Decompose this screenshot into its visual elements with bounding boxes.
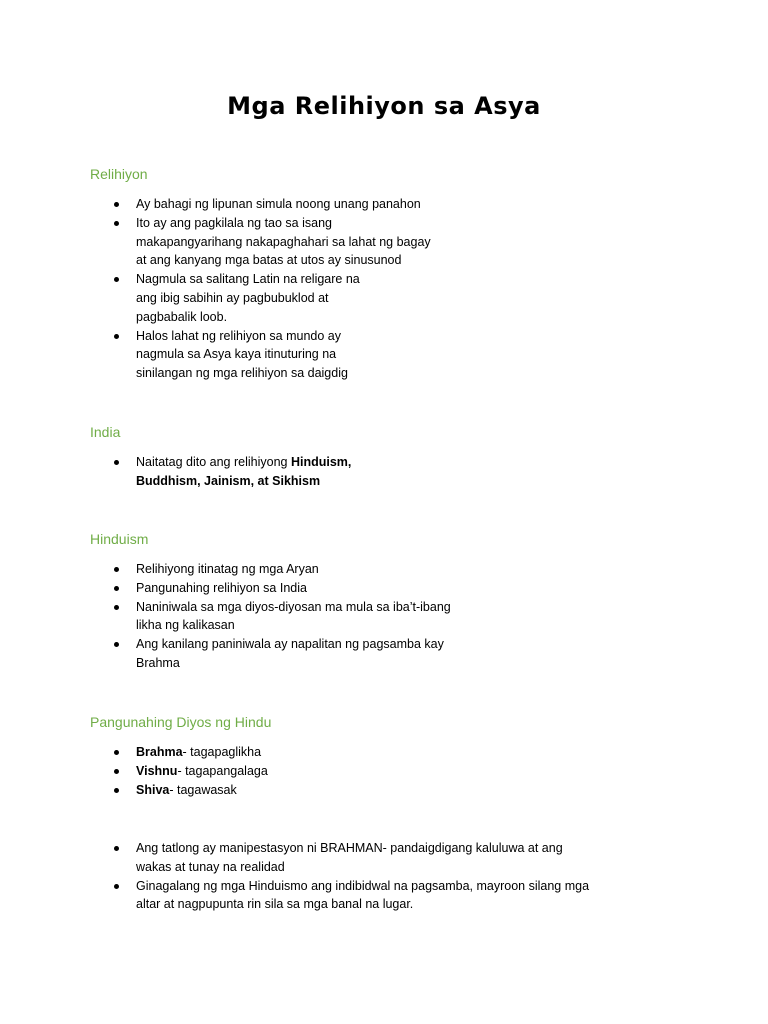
heading-pangunahing-diyos: Pangunahing Diyos ng Hindu <box>90 714 272 730</box>
india-religions: Hinduism, Buddhism, Jainism, at Sikhism <box>136 455 352 488</box>
list-item: Nagmula sa salitang Latin na religare na ang ibig sabihin ay pagbubuklod at pagbabalik loob. <box>90 270 361 326</box>
india-list <box>90 453 366 491</box>
heading-relihiyon: Relihiyon <box>90 166 148 182</box>
heading-hinduism: Hinduism <box>90 531 149 547</box>
page-title: Mga Relihiyon sa Asya <box>227 92 541 120</box>
list-item: Ang kanilang paniniwala ay napalitan ng pagsamba kay Brahma <box>90 635 448 673</box>
heading-india: India <box>90 424 121 440</box>
list-item: Ito ay ang pagkilala ng tao sa isang makapangyarihang nakapaghahari sa lahat ng bagay at ang kanyang mga batas at utos ay sinusunod <box>90 214 436 270</box>
list-item: Halos lahat ng relihiyon sa mundo ay nagmula sa Asya kaya itinuturing na sinilangan ng mga relihiyon sa daigdig <box>90 327 356 383</box>
list-item <box>90 781 456 800</box>
hinduism-list <box>90 560 456 673</box>
list-item <box>90 743 456 762</box>
god-desc: - tagapaglikha <box>182 745 262 759</box>
list-item: Naniniwala sa mga diyos-diyosan ma mula sa iba’t-ibang likha ng kalikasan <box>90 598 456 636</box>
list-item: Ginagalang ng mga Hinduismo ang indibidwal na pagsamba, mayroon silang mga altar at nagpupunta rin sila sa mga banal na lugar. <box>90 877 596 915</box>
list-item <box>90 762 456 781</box>
relihiyon-list <box>90 195 486 383</box>
list-item <box>90 453 366 491</box>
notes-list <box>90 839 596 914</box>
god-name: Brahma <box>136 745 183 759</box>
god-name: Vishnu <box>136 763 178 778</box>
god-desc: - tagawasak <box>169 782 237 797</box>
list-item: Pangunahing relihiyon sa India <box>90 579 456 598</box>
list-item: Relihiyong itinatag ng mga Aryan <box>90 560 456 579</box>
list-item: Ang tatlong ay manipestasyon ni BRAHMAN- pandaigdigang kaluluwa at ang wakas at tunay na realidad <box>90 839 596 877</box>
india-item-text: Naitatag dito ang relihiyong <box>136 455 291 469</box>
god-desc: - tagapangalaga <box>177 763 268 778</box>
gods-list <box>90 743 456 799</box>
god-name: Shiva <box>136 782 170 797</box>
list-item: Ay bahagi ng lipunan simula noong unang panahon <box>90 195 486 214</box>
